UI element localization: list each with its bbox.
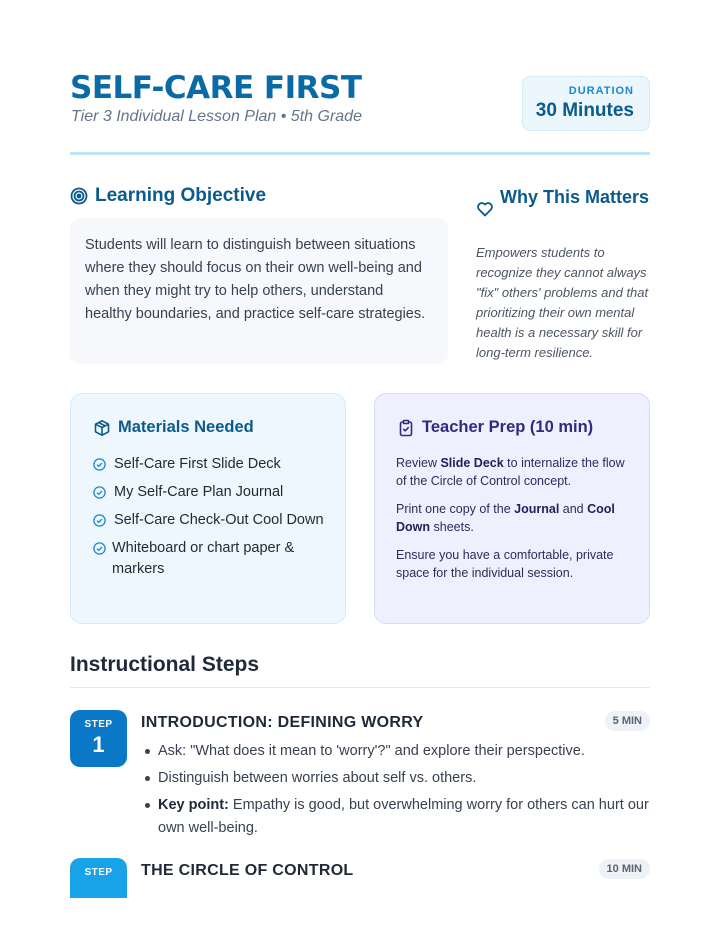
check-circle-icon [93, 486, 106, 499]
prep-emphasis: Journal [514, 502, 560, 516]
lesson-header [70, 70, 650, 156]
why-title: Why This Matters [500, 187, 650, 207]
steps-divider [70, 687, 650, 688]
material-label: Self-Care First Slide Deck [114, 456, 281, 472]
check-circle-icon [93, 458, 106, 471]
list-item: Ask: "What does it mean to 'worry'?" and explore their perspective. [158, 740, 650, 763]
materials-heading [93, 418, 254, 437]
prep-text: and [559, 502, 588, 516]
key-point-label: Key point: [158, 797, 229, 813]
material-label: Whiteboard or chart paper & markers [112, 540, 295, 577]
objective-heading [70, 185, 266, 207]
material-label: My Self-Care Plan Journal [114, 484, 284, 500]
step-duration-badge: 5 MIN [605, 711, 650, 731]
heart-icon [476, 200, 494, 218]
page-title: SELF-CARE FIRST [70, 70, 362, 106]
teacher-prep-card [374, 393, 650, 624]
key-point-text: Empathy is good, but overwhelming worry for others can hurt our own well-being. [158, 797, 649, 836]
step-number: 1 [92, 732, 105, 757]
list-item [396, 454, 632, 490]
materials-card [70, 393, 346, 624]
materials-list [93, 454, 333, 587]
prep-text: to internalize the flow of the Circle of Control concept. [396, 456, 625, 488]
step-points [158, 740, 650, 844]
prep-title: Teacher Prep (10 min) [422, 418, 594, 436]
duration-badge [522, 76, 650, 131]
material-label: Self-Care Check-Out Cool Down [114, 512, 324, 528]
prep-list [396, 454, 632, 592]
step-duration-badge: 10 MIN [599, 859, 650, 879]
list-item [93, 482, 333, 503]
step-title: THE CIRCLE OF CONTROL [141, 862, 354, 879]
page-subtitle: Tier 3 Individual Lesson Plan • 5th Grade [71, 108, 362, 125]
step-label: STEP [84, 719, 113, 730]
objective-title: Learning Objective [95, 185, 267, 206]
list-item [93, 454, 333, 475]
step-badge [70, 710, 127, 767]
prep-text: Review [396, 456, 441, 470]
materials-title: Materials Needed [118, 418, 254, 436]
objective-text: Students will learn to distinguish between situations where they should focus on their own well-being and when they might try to help others, understand healthy boundaries, and practice self-care strategies. [70, 218, 448, 364]
prep-emphasis: Cool Down [396, 502, 615, 534]
step-title: INTRODUCTION: DEFINING WORRY [141, 714, 424, 731]
prep-text: sheets. [430, 520, 474, 534]
list-item [93, 538, 333, 580]
step-label: STEP [84, 867, 113, 878]
steps-heading: Instructional Steps [70, 653, 260, 676]
why-heading [476, 185, 651, 210]
list-item [93, 510, 333, 531]
duration-label: DURATION [568, 85, 634, 97]
list-item: Ensure you have a comfortable, private space for the individual session. [396, 548, 614, 580]
target-icon [70, 187, 88, 205]
step-badge [70, 858, 127, 898]
package-icon [93, 419, 111, 437]
list-item: Distinguish between worries about self vs. others. [158, 767, 650, 790]
list-item [396, 500, 632, 536]
header-divider [70, 152, 650, 155]
why-text: Empowers students to recognize they cannot always "fix" others' problems and that prioritizing their own mental health is a necessary skill for long-term resilience. [476, 245, 649, 360]
check-circle-icon [93, 514, 106, 527]
duration-value: 30 Minutes [535, 100, 634, 121]
prep-heading [397, 418, 593, 437]
clipboard-check-icon [397, 419, 415, 437]
prep-text: Print one copy of the [396, 502, 515, 516]
check-circle-icon [93, 542, 106, 555]
prep-emphasis: Slide Deck [440, 456, 504, 470]
list-item [158, 794, 650, 840]
